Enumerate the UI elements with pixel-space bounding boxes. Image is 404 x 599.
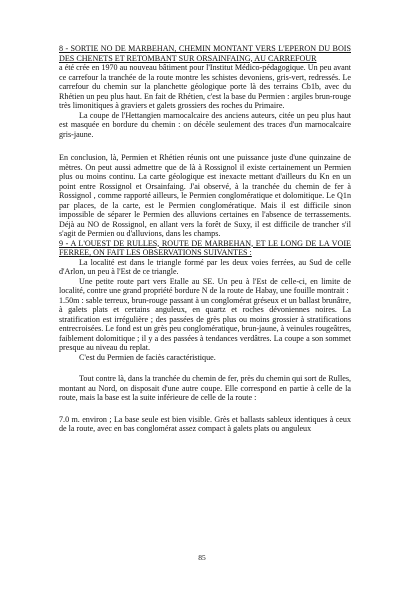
paragraph-localite: La localité est dans le triangle formé par les deux voies ferrées, au Sud de celle d'Arlon, un peu à l'Est de ce triangle. [59, 257, 351, 276]
paragraph-petite-route: Une petite route part vers Etalle au SE. Un peu à l'Est de celle-ci, en limite de localité, contre une grand propriété bordure N de la route de Habay, une fouille montrait : [59, 276, 351, 295]
text-block [59, 44, 351, 434]
paragraph-coupe-1-50m: 1.50m : sable terreux, brun-rouge passant à un conglomérat gréseux et un ballast brunâtre, à galets plats et certains anguleux, en quartz et roches dévoniennes noires. La stratification est irrégulière ; des passées de grès plus ou moins grossier à stratifications entrecroisées. Le fond est un grès peu conglomératique, brun-jaune, à veinules rougeâtres, faiblement dolomitique ; il y a des passées à tendances verdâtres. La coupe a son sommet presque au niveau du replat. [59, 295, 351, 352]
paragraph-hettangien: La coupe de l'Hettangien marnocalcaire des anciens auteurs, citée un peu plus haut est masquée en bordure du chemin : on décèle seulement des traces d'un marnocalcaire gris-jaune. [59, 110, 351, 139]
paragraph-carrefour: a été crée en 1970 au nouveau bâtiment pour l'Institut Médico-pédagogique. Un peu avant ce carrefour la tranchée de la route montre les schistes devoniens, gris-vert, redressés. Le carrefour du chemin sur la planchette géologique porte là des terrains Cb1b, avec du Rhétien un peu plus haut. En fait de Rhétien, c'est la base du Permien : argiles brun-rouge très limonitiques à graviers et galets grossiers des roches du Primaire. [59, 63, 351, 110]
paragraph-tranchee: Tout contre là, dans la tranchée du chemin de fer, près du chemin qui sort de Rulles, montant au Nord, on disposait d'une autre coupe. Elle correspond en partie à celle de la route, mais la base est la suite inférieure de celle de la route : [59, 374, 351, 402]
paragraph-coupe-7m: 7.0 m. environ ; La base seule est bien visible. Grès et ballasts sableux identiques à ceux de la route, avec en bas conglomérat assez compact à galets plats ou anguleux [59, 414, 351, 433]
page-number: 85 [198, 553, 206, 562]
paragraph-permien-facies: C'est du Permien de faciès caractéristique. [79, 352, 216, 362]
section-heading-9: 9 - A L'OUEST DE RULLES, ROUTE DE MARBEHAN, ET LE LONG DE LA VOIE FERREE, ON FAIT LES OBSERVATIONS SUIVANTES : [59, 238, 351, 257]
paragraph-conclusion: En conclusion, là, Permien et Rhétien réunis ont une puissance juste d'une quinzaine de mètres. On peut aussi admettre que de là à Rossignol il existe certainement un Permien plus ou moins continu. La carte géologique est inexacte mettant d'ailleurs du Kn en un point entre Rossignol et Orsainfaing. J'ai observé, à la tranchée du chemin de fer à Rossignol , comme rapporté ailleurs, le Permien conglomératique et dolomitique. Le Q1n par places, de la carte, est le Permien conglomératique. Mais il est difficile sinon impossible de séparer le Permien des alluvions certaines en l'absence de terrassements. Déjà au NO de Rossignol, en allant vers la forêt de Suxy, il est difficile de trancher s'il s'agit de Permien ou d'alluvions, dans les champs. [59, 153, 351, 238]
section-heading-8: 8 - SORTIE NO DE MARBEHAN, CHEMIN MONTANT VERS L'EPERON DU BOIS DES CHENETS ET RETOMBANT SUR ORSAINFAING, AU CARREFOUR [59, 44, 351, 63]
